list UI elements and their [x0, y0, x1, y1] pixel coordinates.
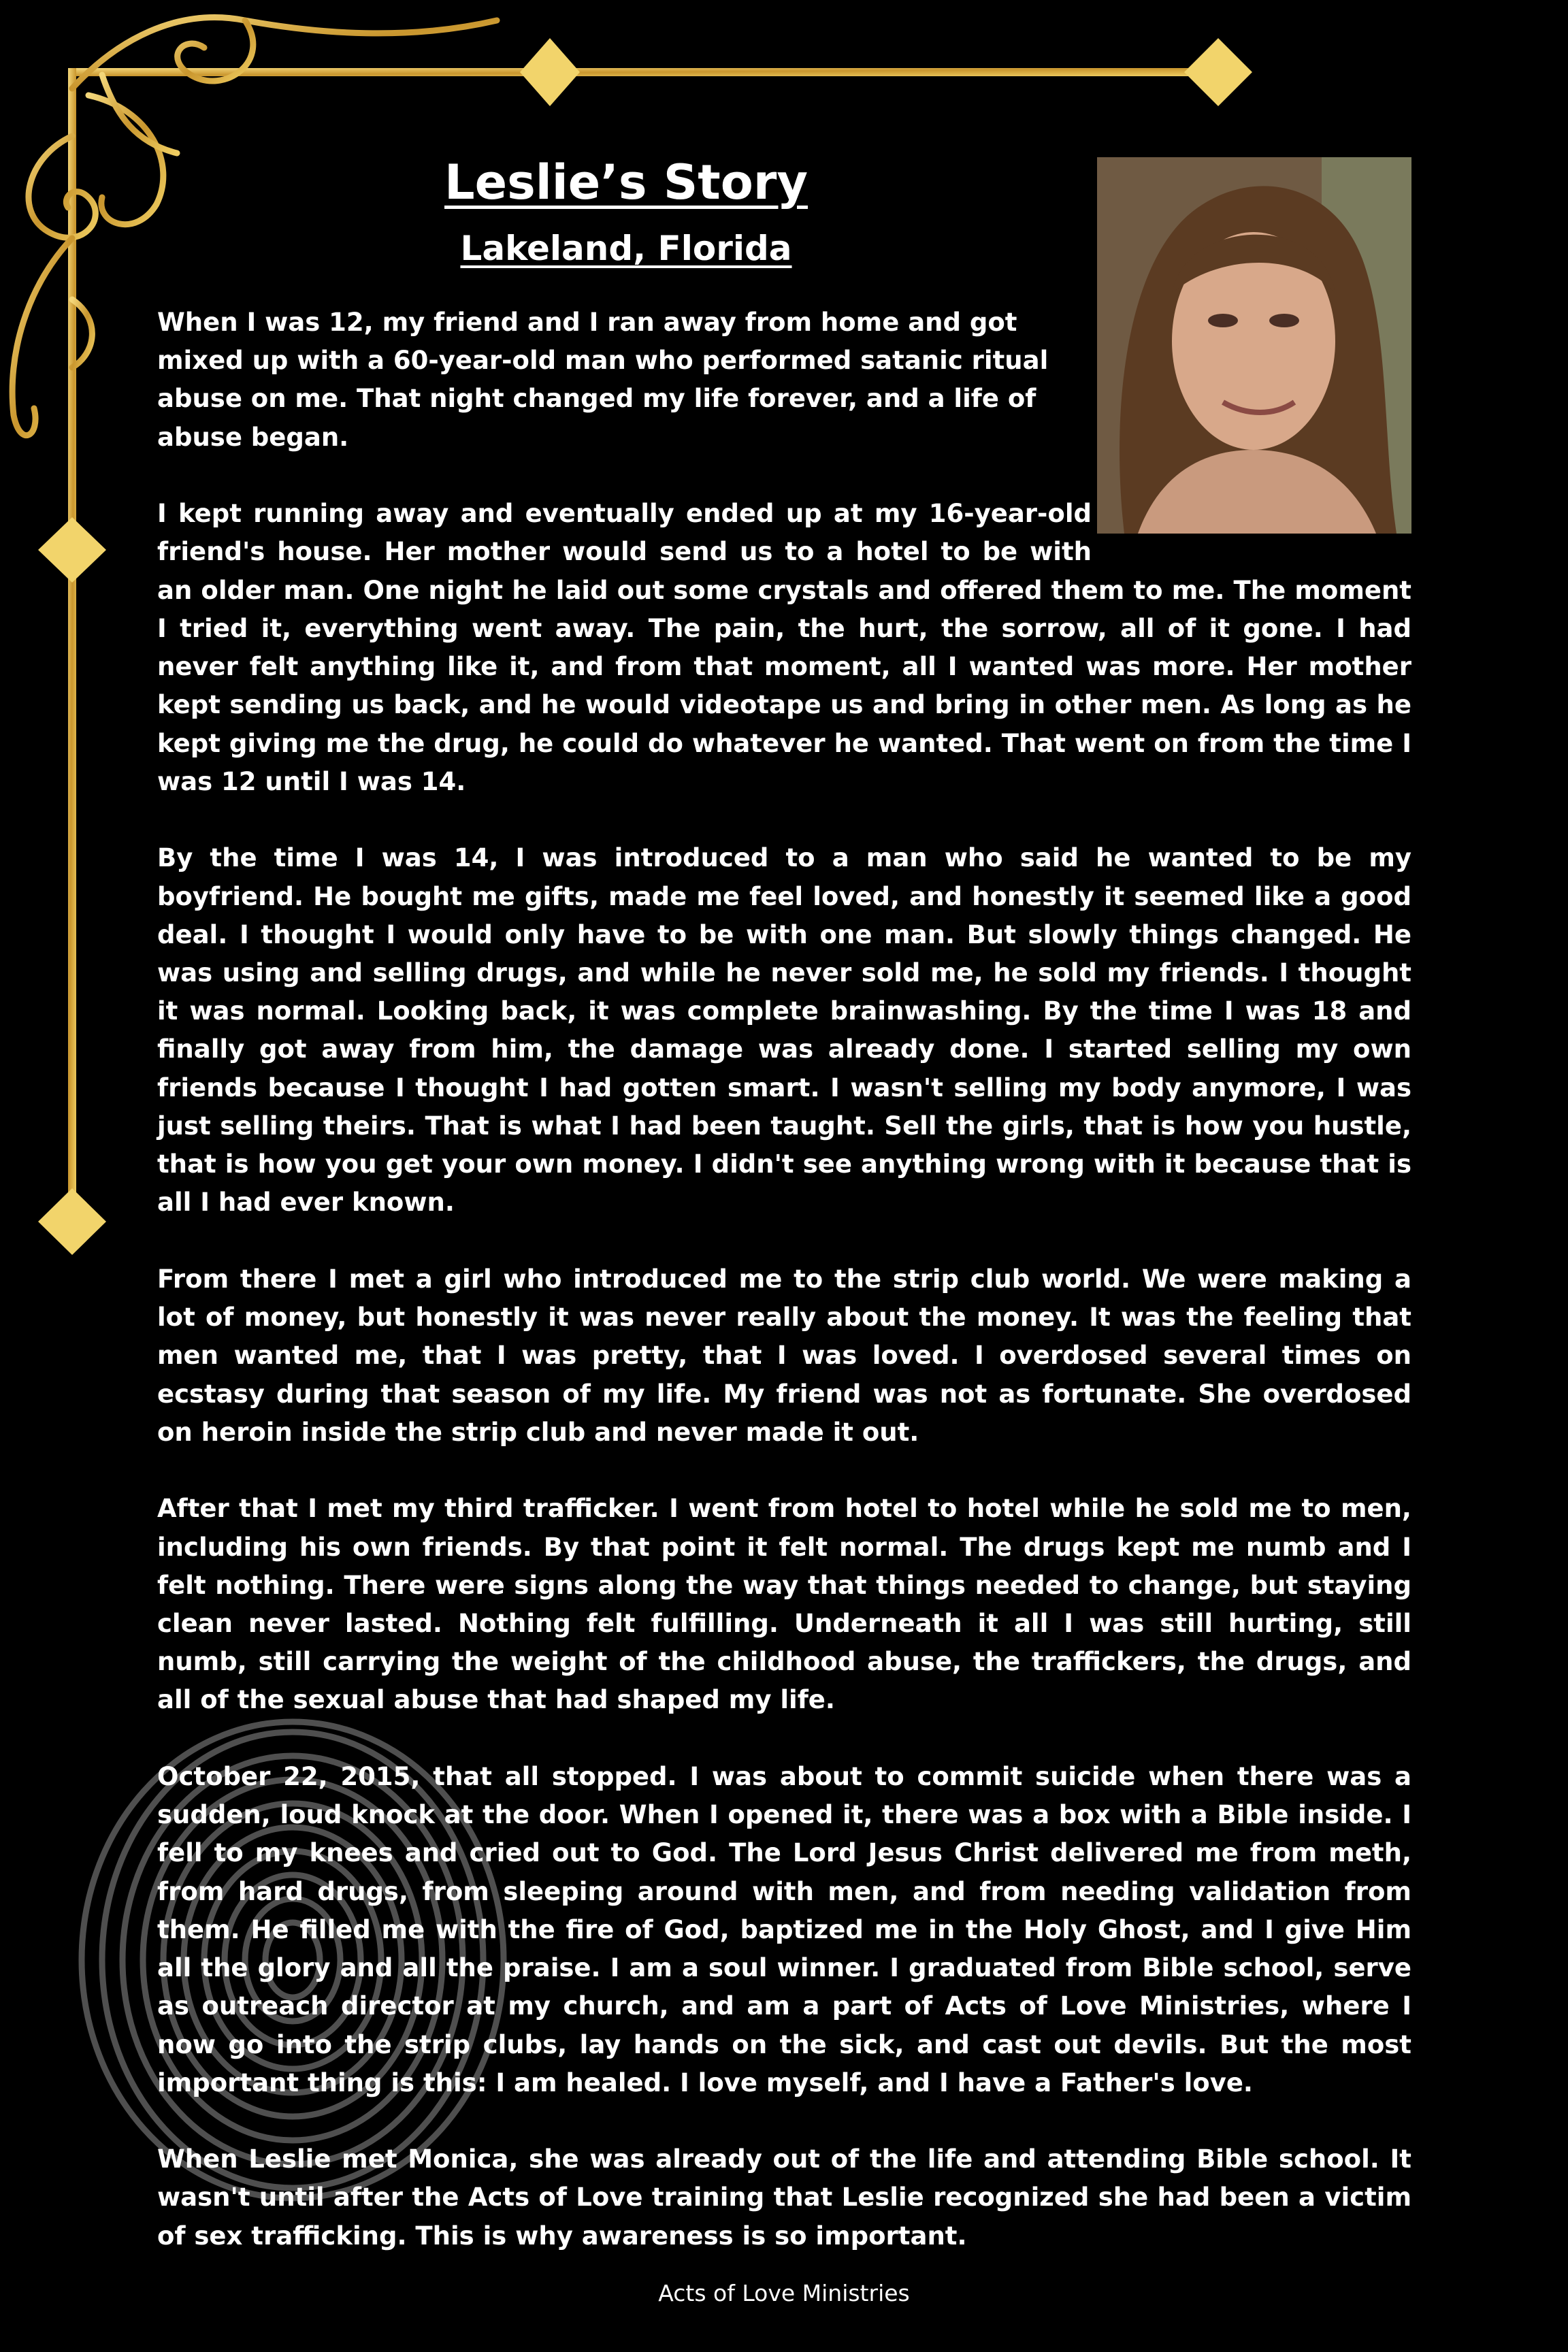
story-paragraph: I kept running away and eventually ended up at my 16-year-old friend's house. Her mother would send us to a hotel to be with an older man. One night he laid out some crystals and offered them to me. The moment I tried it, everything went away. The pain, the hurt, the sorrow, all of it gone. I had never felt anything like it, and from that moment, all I wanted was more. Her mother kept sending us back, and he would videotape us and bring in other men. As long as he kept giving me the drug, he could do whatever he wanted. That went on from the time I was 12 until I was 14. [157, 499, 1411, 796]
diamond-ornament-top-center [520, 38, 580, 106]
diamond-ornament-left-upper [38, 517, 106, 583]
footer-credit: Acts of Love Ministries [658, 2280, 910, 2306]
story-paragraph: October 22, 2015, that all stopped. I was about to commit suicide when there was a sudden, loud knock at the door. When I opened it, there was a box with a Bible inside. I fell to my knees and cried out to God. The Lord Jesus Christ delivered me from meth, from hard drugs, from sleeping around with men, and from needing validation from them. He filled me with the fire of God, baptized me in the Holy Ghost, and I give Him all the glory and all the praise. I am a soul winner. I graduated from Bible school, serve as outreach director at my church, and am a part of Acts of Love Ministries, where I now go into the strip clubs, lay hands on the sick, and cast out devils. But the most important thing is this: I am healed. I love myself, and I have a Father's love. [157, 1761, 1411, 2097]
diamond-ornament-left-lower [38, 1188, 106, 1255]
page-title: Leslie’s Story [444, 154, 808, 210]
story-paragraph: From there I met a girl who introduced me to the strip club world. We were making a lot of money, but honestly it was never really about the money. It was the feeling that men wanted me, that I was pretty, that I was loved. I overdosed several times on ecstasy during that season of my life. My friend was not as fortunate. She overdosed on heroin inside the strip club and never made it out. [157, 1264, 1411, 1447]
diamond-ornament-top-right [1184, 38, 1252, 106]
page-subtitle: Lakeland, Florida [460, 229, 792, 268]
story-body [157, 304, 1411, 2255]
story-paragraph: When Leslie met Monica, she was already out of the life and attending Bible school. It wasn't until after the Acts of Love training that Leslie recognized she had been a victim of sex trafficking. This is why awareness is so important. [157, 2144, 1411, 2251]
story-paragraph: When I was 12, my friend and I ran away from home and got mixed up with a 60-year-old man who performed satanic ritual abuse on me. That night changed my life forever, and a life of abuse began. [157, 308, 1049, 452]
story-paragraph: By the time I was 14, I was introduced to a man who said he wanted to be my boyfriend. He bought me gifts, made me feel loved, and honestly it seemed like a good deal. I thought I would only have to be with one man. But slowly things changed. He was using and selling drugs, and while he never sold me, he sold my friends. I thought it was normal. Looking back, it was complete brainwashing. By the time I was 18 and finally got away from him, the damage was already done. I started selling my own friends because I thought I had gotten smart. I wasn't selling my body anymore, I was just selling theirs. That is what I had been taught. Sell the girls, that is how you hustle, that is how you get your own money. I didn't see anything wrong with it because that is all I had ever known. [157, 843, 1411, 1218]
story-paragraph: After that I met my third trafficker. I went from hotel to hotel while he sold me to men, including his own friends. By that point it felt normal. The drugs kept me numb and I felt nothing. There were signs along the way that things needed to change, but staying clean never lasted. Nothing felt fulfilling. Underneath it all I was still hurting, still numb, still carrying the weight of the childhood abuse, the traffickers, the drugs, and all of the sexual abuse that had shaped my life. [157, 1494, 1411, 1715]
